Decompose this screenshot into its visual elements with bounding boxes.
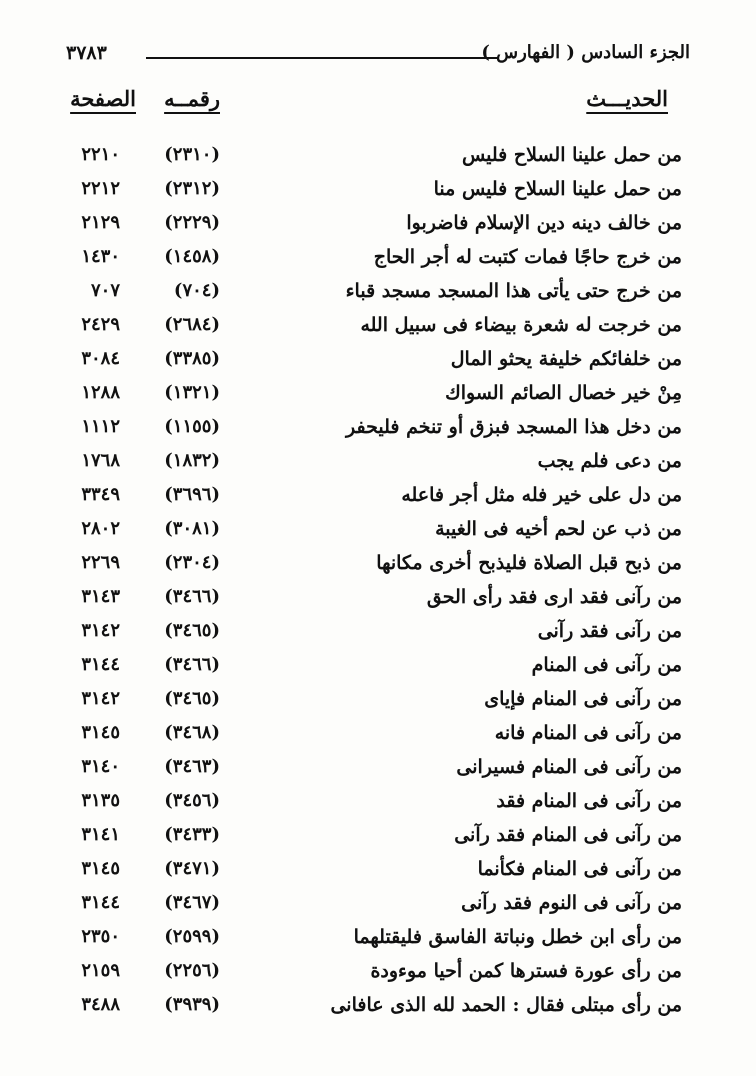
page-ref: ١٢٨٨ — [81, 382, 120, 403]
hadith-number: (٢٦٨٤) — [164, 314, 220, 335]
page-ref: ٣١٤٠ — [81, 756, 120, 777]
index-row — [0, 650, 756, 684]
hadith-number: (٣٦٩٦) — [164, 484, 220, 505]
hadith-number: (٣٤٦٨) — [164, 722, 220, 743]
index-row — [0, 378, 756, 412]
page-ref: ١٧٦٨ — [81, 450, 120, 471]
hadith-text: من رأى ابن خطل ونباتة الفاسق فليقتلهما — [353, 926, 682, 948]
hadith-text: من رآنى فى النوم فقد رآنى — [461, 892, 682, 914]
page-ref: ٢٢٦٩ — [81, 552, 120, 573]
hadith-text: مِنْ خير خصال الصائم السواك — [445, 382, 682, 404]
index-row — [0, 140, 756, 174]
hadith-number: (٢٥٩٩) — [164, 926, 220, 947]
hadith-text: من رأى مبتلى فقال : الحمد لله الذى عافانى — [330, 994, 682, 1016]
page-ref: ٣١٤٢ — [81, 620, 120, 641]
hadith-text: من خلفائكم خليفة يحثو المال — [450, 348, 682, 370]
hadith-number: (٣٩٣٩) — [164, 994, 220, 1015]
hadith-number: (٢٢٥٦) — [164, 960, 220, 981]
page-ref: ٢٢١٢ — [81, 178, 120, 199]
hadith-number: (٢٣٠٤) — [164, 552, 220, 573]
page-number: ٣٧٨٣ — [66, 42, 107, 64]
index-row — [0, 684, 756, 718]
hadith-text: من خرجت له شعرة بيضاء فى سبيل الله — [360, 314, 682, 336]
page-ref: ٢٢١٠ — [81, 144, 120, 165]
index-row — [0, 616, 756, 650]
column-header-hadith: الحديـــث — [586, 86, 668, 111]
page-ref: ١١١٢ — [81, 416, 120, 437]
hadith-number: (٣٤٧١) — [164, 858, 220, 879]
index-row — [0, 548, 756, 582]
hadith-number: (١٣٢١) — [164, 382, 220, 403]
index-row — [0, 514, 756, 548]
hadith-text: من ذب عن لحم أخيه فى الغيبة — [435, 518, 682, 540]
index-rows — [0, 140, 756, 1024]
hadith-number: (٣٤٦٥) — [164, 688, 220, 709]
hadith-text: من دعى فلم يجب — [537, 450, 682, 472]
hadith-text: من رآنى فى المنام فكأنما — [477, 858, 682, 880]
page-ref: ٣١٤٣ — [81, 586, 120, 607]
page-ref: ٣١٤٤ — [81, 654, 120, 675]
column-header-number: رقمــه — [164, 86, 220, 111]
hadith-text: من رآنى فى المنام فقد رآنى — [454, 824, 682, 846]
page-ref: ٣٠٨٤ — [81, 348, 120, 369]
index-row — [0, 208, 756, 242]
page-ref: ٣١٤٢ — [81, 688, 120, 709]
hadith-text: من رأى عورة فسترها كمن أحيا موءودة — [370, 960, 682, 982]
hadith-text: من رآنى فقد ارى فقد رأى الحق — [426, 586, 682, 608]
hadith-text: من رآنى فى المنام فسيرانى — [456, 756, 682, 778]
hadith-text: من حمل علينا السلاح فليس — [461, 144, 682, 166]
hadith-text: من خرج حاجًا فمات كتبت له أجر الحاج — [373, 246, 682, 268]
hadith-number: (٧٠٤) — [173, 280, 220, 301]
page-ref: ٢٣٥٠ — [81, 926, 120, 947]
hadith-number: (٢٢٢٩) — [164, 212, 220, 233]
running-header — [66, 40, 690, 74]
index-row — [0, 820, 756, 854]
hadith-number: (٣٤٦٦) — [164, 586, 220, 607]
hadith-number: (١٤٥٨) — [164, 246, 220, 267]
page-ref: ٢٨٠٢ — [81, 518, 120, 539]
page-ref: ٣١٣٥ — [81, 790, 120, 811]
hadith-number: (٣٣٨٥) — [164, 348, 220, 369]
hadith-text: من ذبح قبل الصلاة فليذبح أخرى مكانها — [376, 552, 682, 574]
page-ref: ٣١٤٤ — [81, 892, 120, 913]
hadith-number: (٣٤٣٣) — [164, 824, 220, 845]
hadith-number: (٣٠٨١) — [164, 518, 220, 539]
index-row — [0, 888, 756, 922]
hadith-text: من دل على خير فله مثل أجر فاعله — [401, 484, 682, 506]
header-rule — [146, 57, 498, 59]
index-row — [0, 854, 756, 888]
index-row — [0, 242, 756, 276]
page-ref: ٣٤٨٨ — [81, 994, 120, 1015]
hadith-number: (٣٤٦٧) — [164, 892, 220, 913]
section-title: الجزء السادس ( الفهارس ) — [481, 42, 690, 63]
hadith-number: (٣٤٦٦) — [164, 654, 220, 675]
hadith-number: (٢٣١٠) — [164, 144, 220, 165]
hadith-number: (٣٤٦٣) — [164, 756, 220, 777]
page-ref: ٢١٥٩ — [81, 960, 120, 981]
hadith-text: من رآنى فقد رآنى — [537, 620, 682, 642]
index-row — [0, 718, 756, 752]
index-row — [0, 276, 756, 310]
index-row — [0, 786, 756, 820]
index-row — [0, 752, 756, 786]
index-row — [0, 582, 756, 616]
hadith-number: (٣٤٦٥) — [164, 620, 220, 641]
hadith-text: من خالف دينه دين الإسلام فاضربوا — [406, 212, 682, 234]
index-row — [0, 990, 756, 1024]
index-row — [0, 174, 756, 208]
index-row — [0, 480, 756, 514]
hadith-text: من رآنى فى المنام — [531, 654, 682, 676]
page-ref: ٧٠٧ — [90, 280, 120, 301]
page-ref: ٣١٤١ — [81, 824, 120, 845]
index-row — [0, 956, 756, 990]
column-headers — [0, 84, 756, 124]
column-header-page: الصفحة — [70, 86, 136, 111]
index-row — [0, 446, 756, 480]
hadith-number: (٣٤٥٦) — [164, 790, 220, 811]
hadith-number: (١٨٣٢) — [164, 450, 220, 471]
hadith-text: من رآنى فى المنام فقد — [496, 790, 682, 812]
page-ref: ١٤٣٠ — [81, 246, 120, 267]
hadith-text: من دخل هذا المسجد فبزق أو تنخم فليحفر — [346, 416, 682, 438]
index-row — [0, 310, 756, 344]
hadith-number: (٢٣١٢) — [164, 178, 220, 199]
hadith-text: من حمل علينا السلاح فليس منا — [433, 178, 682, 200]
index-row — [0, 412, 756, 446]
index-row — [0, 344, 756, 378]
page-ref: ٣١٤٥ — [81, 858, 120, 879]
page-ref: ٣١٤٥ — [81, 722, 120, 743]
hadith-text: من رآنى فى المنام فإياى — [484, 688, 682, 710]
index-row — [0, 922, 756, 956]
hadith-text: من رآنى فى المنام فانه — [494, 722, 682, 744]
hadith-number: (١١٥٥) — [164, 416, 220, 437]
page-ref: ٢٤٢٩ — [81, 314, 120, 335]
page-ref: ٢١٢٩ — [81, 212, 120, 233]
page-ref: ٣٣٤٩ — [81, 484, 120, 505]
hadith-text: من خرج حتى يأتى هذا المسجد مسجد قباء — [345, 280, 682, 302]
